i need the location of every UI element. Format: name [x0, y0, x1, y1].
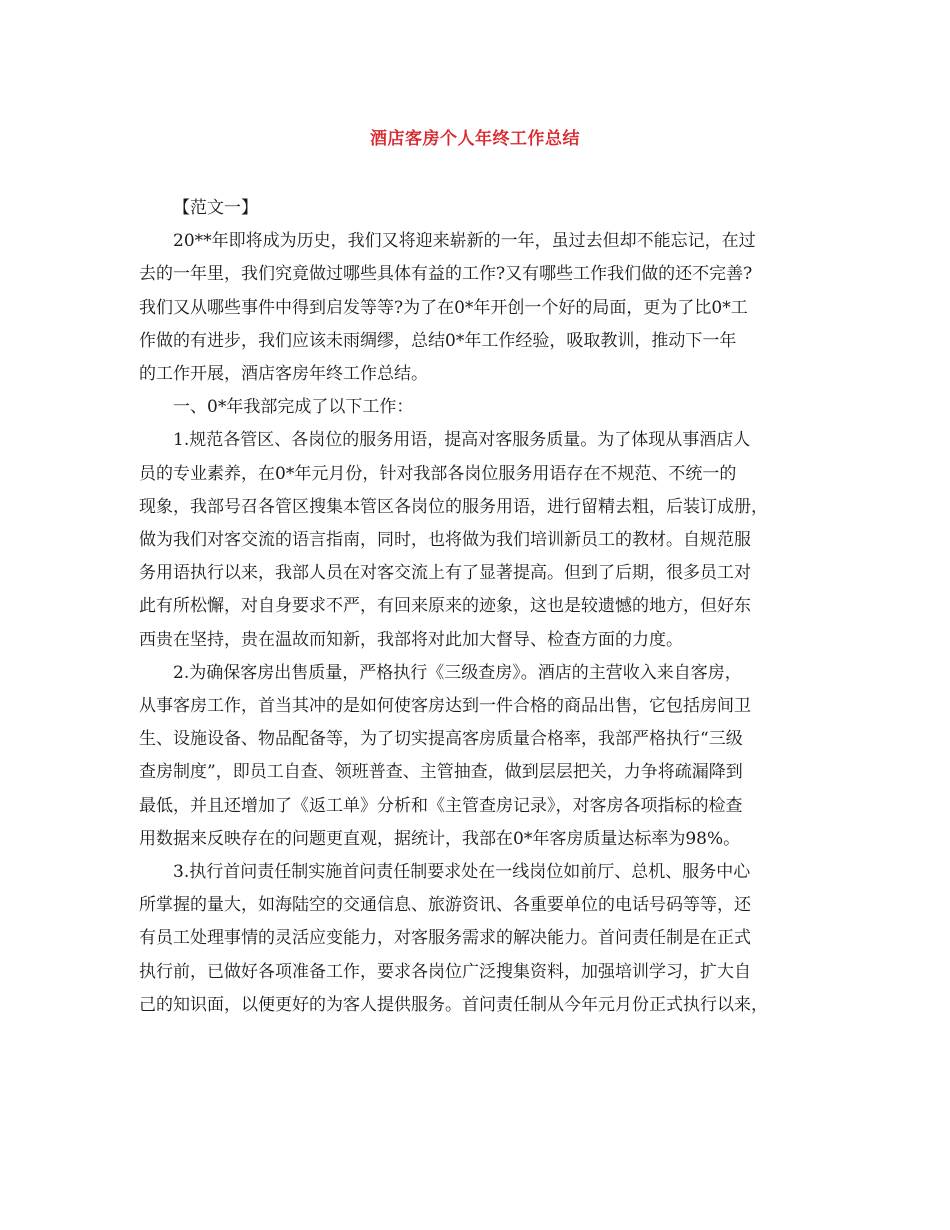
text-line: 此有所松懈，对自身要求不严，有回来原来的迹象，这也是较遗憾的地方，但好东	[139, 596, 751, 617]
paragraph	[139, 856, 819, 1022]
paragraph	[139, 225, 819, 391]
text-line: 从事客房工作，首当其冲的是如何使客房达到一件合格的商品出售，它包括房间卫	[139, 696, 751, 717]
text-line: 做为我们对客交流的语言指南，同时，也将做为我们培训新员工的教材。自规范服	[139, 530, 751, 551]
text-line: 西贵在坚持，贵在温故而知新，我部将对此加大督导、检查方面的力度。	[139, 629, 683, 650]
document-title: 酒店客房个人年终工作总结	[370, 129, 580, 149]
text-line: 2.为确保客房出售质量，严格执行《三级查房》。酒店的主营收入来自客房，	[173, 662, 742, 683]
text-line: 3.执行首问责任制实施首问责任制要求处在一线岗位如前厅、总机、服务中心	[173, 862, 751, 883]
document-body	[139, 192, 819, 1022]
text-line: 作做的有进步，我们应该未雨绸缪，总结0*年工作经验，吸取教训，推动下一年	[139, 330, 737, 351]
paragraph	[139, 391, 819, 424]
text-line: 1.规范各管区、各岗位的服务用语，提高对客服务质量。为了体现从事酒店人	[173, 430, 751, 451]
text-line: 所掌握的量大，如海陆空的交通信息、旅游资讯、各重要单位的电话号码等等，还	[139, 895, 751, 916]
paragraph	[139, 657, 819, 856]
section-label: 【范文一】	[173, 198, 258, 218]
text-line: 务用语执行以来，我部人员在对客交流上有了显著提高。但到了后期，很多员工对	[139, 563, 751, 584]
text-line: 有员工处理事情的灵活应变能力，对客服务需求的解决能力。首问责任制是在正式	[139, 928, 751, 949]
text-line: 己的知识面，以便更好的为客人提供服务。首问责任制从今年元月份正式执行以来，	[139, 994, 768, 1015]
text-line: 的工作开展，酒店客房年终工作总结。	[139, 364, 428, 385]
text-line: 我们又从哪些事件中得到启发等等?为了在0*年开创一个好的局面，更为了比0*工	[139, 297, 748, 318]
text-line: 去的一年里，我们究竟做过哪些具体有益的工作?又有哪些工作我们做的还不完善?	[139, 264, 753, 285]
text-line: 20**年即将成为历史，我们又将迎来崭新的一年，虽过去但却不能忘记，在过	[173, 231, 756, 252]
text-line: 查房制度”，即员工自查、领班普查、主管抽查，做到层层把关，力争将疏漏降到	[139, 762, 743, 783]
text-line: 一、0*年我部完成了以下工作：	[173, 397, 414, 418]
text-line: 员的专业素养，在0*年元月份，针对我部各岗位服务用语存在不规范、不统一的	[139, 463, 737, 484]
text-line: 最低，并且还增加了《返工单》分析和《主管查房记录》，对客房各项指标的检查	[139, 795, 743, 816]
text-line: 执行前，已做好各项准备工作，要求各岗位广泛搜集资料，加强培训学习，扩大自	[139, 961, 751, 982]
text-line: 生、设施设备、物品配备等，为了切实提高客房质量合格率，我部严格执行“三级	[139, 729, 743, 750]
text-line: 用数据来反映存在的问题更直观，据统计，我部在0*年客房质量达标率为98%。	[139, 828, 741, 849]
paragraph	[139, 424, 819, 656]
text-line: 现象，我部号召各管区搜集本管区各岗位的服务用语，进行留精去粗，后装订成册，	[139, 496, 768, 517]
